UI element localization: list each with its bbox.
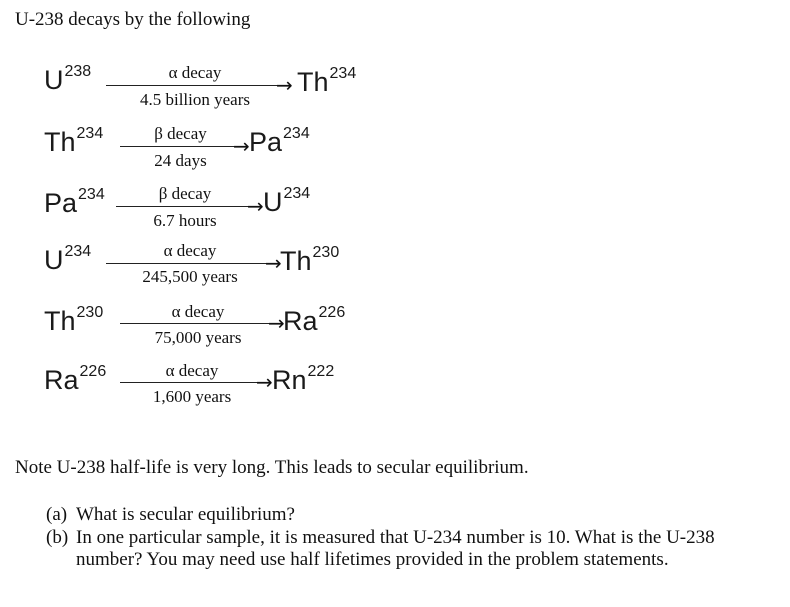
daughter-mass-number: 234 — [283, 125, 310, 142]
parent-nuclide — [44, 365, 106, 396]
half-life: 4.5 billion years — [139, 90, 250, 109]
reaction-arrow-head: → — [268, 311, 285, 335]
secular-equilibrium-note: Note U-238 half-life is very long. This leads to secular equilibrium. — [15, 457, 529, 478]
decay-type: α decay — [171, 302, 225, 321]
parent-nuclide — [44, 245, 91, 276]
reaction-arrow-line — [120, 323, 278, 324]
parent-mass-number: 238 — [64, 63, 92, 80]
decay-row — [0, 360, 420, 420]
daughter-nuclide — [249, 127, 310, 158]
reaction-arrow-line — [106, 263, 274, 264]
reaction-arrow-head: → — [276, 73, 293, 97]
question-a — [46, 504, 715, 526]
decay-row — [0, 122, 420, 182]
half-life: 245,500 years — [142, 267, 238, 286]
parent-symbol: Ra — [44, 365, 79, 395]
parent-mass-number: 234 — [64, 243, 92, 260]
daughter-nuclide — [272, 365, 334, 396]
parent-symbol: U — [44, 245, 64, 275]
decay-row — [0, 183, 420, 243]
daughter-mass-number: 234 — [329, 65, 357, 82]
parent-nuclide — [44, 188, 105, 219]
decay-row — [0, 240, 420, 300]
parent-nuclide — [44, 306, 103, 337]
reaction-arrow-head: → — [265, 251, 282, 275]
daughter-symbol: Rn — [272, 365, 307, 395]
question-list — [46, 504, 715, 572]
decay-type: β decay — [154, 124, 207, 143]
parent-nuclide — [44, 127, 103, 158]
reaction-arrow-line — [120, 146, 242, 147]
decay-type: α decay — [163, 241, 217, 260]
parent-mass-number: 226 — [79, 363, 107, 380]
daughter-symbol: Ra — [283, 306, 318, 336]
daughter-mass-number: 222 — [307, 363, 335, 380]
half-life: 1,600 years — [152, 387, 232, 406]
question-text-line: What is secular equilibrium? — [76, 504, 295, 525]
daughter-nuclide — [280, 246, 339, 277]
problem-heading: U-238 decays by the following — [15, 9, 251, 30]
daughter-mass-number: 226 — [318, 304, 346, 321]
daughter-mass-number: 230 — [312, 244, 340, 261]
daughter-symbol: Pa — [249, 127, 283, 157]
question-text-line: In one particular sample, it is measured that U-234 number is 10. What is the U-238 — [76, 527, 715, 548]
question-text-line: number? You may need use half lifetimes provided in the problem statements. — [76, 549, 669, 570]
daughter-symbol: Th — [280, 246, 312, 276]
parent-mass-number: 234 — [78, 186, 105, 203]
reaction-arrow-line — [106, 85, 284, 86]
daughter-mass-number: 234 — [283, 185, 311, 202]
daughter-nuclide — [263, 187, 310, 218]
parent-symbol: Th — [44, 306, 76, 336]
decay-row — [0, 301, 420, 361]
parent-mass-number: 234 — [76, 125, 104, 142]
question-b — [46, 527, 715, 571]
half-life: 6.7 hours — [153, 211, 217, 230]
question-label: (a) — [46, 504, 68, 525]
reaction-arrow-head: → — [233, 134, 250, 158]
decay-row — [0, 60, 420, 120]
half-life: 24 days — [154, 151, 207, 170]
decay-type: β decay — [158, 184, 212, 203]
question-label: (b) — [46, 527, 69, 548]
parent-symbol: U — [44, 65, 64, 95]
reaction-arrow-line — [120, 382, 266, 383]
reaction-arrow-line — [116, 206, 256, 207]
reaction-arrow-head: → — [247, 194, 264, 218]
parent-mass-number: 230 — [76, 304, 104, 321]
parent-symbol: Pa — [44, 188, 78, 218]
reaction-arrow-head: → — [256, 370, 273, 394]
decay-type: α decay — [165, 361, 219, 380]
decay-type: α decay — [168, 63, 222, 82]
parent-nuclide — [44, 65, 91, 96]
daughter-symbol: U — [263, 187, 283, 217]
parent-symbol: Th — [44, 127, 76, 157]
daughter-nuclide — [283, 306, 345, 337]
half-life: 75,000 years — [154, 328, 242, 347]
daughter-symbol: Th — [297, 67, 329, 97]
daughter-nuclide — [297, 67, 356, 98]
